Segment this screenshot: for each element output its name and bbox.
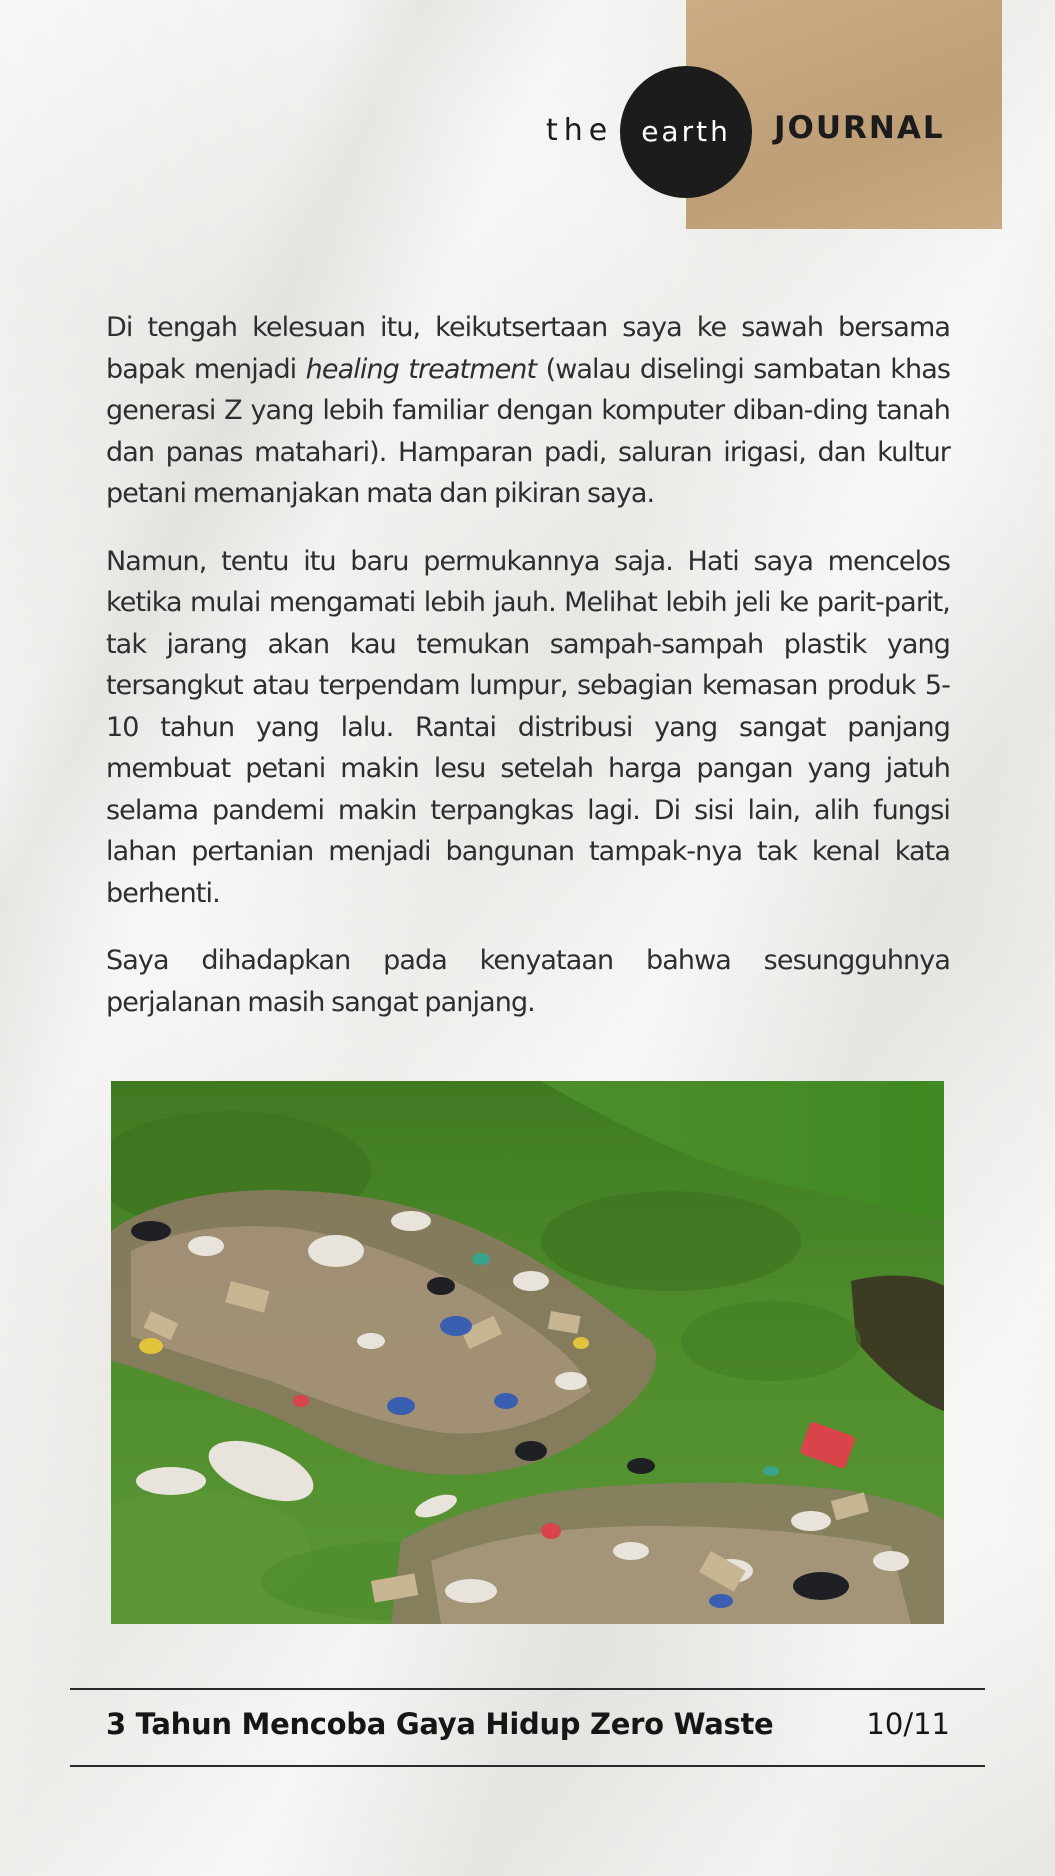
paragraph-2: Namun, tentu itu baru permukannya saja. Hati saya mencelos ketika mulai mengamati lebih jauh. Melihat lebih jeli ke parit-parit, tak jarang akan kau temukan sampah-sampah plastik yang tersangkut atau terpendam lumpur, sebagian kemasan produk 5-10 tahun yang lalu. Rantai distribusi yang sangat panjang membuat petani makin lesu setelah harga pangan yang jatuh selama pandemi makin terpangkas lagi. Di sisi lain, alih fungsi lahan pertanian menjadi bangunan tampak-nya tak kenal kata berhenti. xyxy=(106,545,950,909)
paragraph-1-text-b: (walau diselingi sambatan khas generasi Z yang lebih familiar dengan komputer diban-ding tanah dan panas matahari). Hamparan padi, saluran irigasi, dan kultur petani memanjakan mata dan pikiran saya. xyxy=(106,353,951,509)
logo-earth: earth xyxy=(641,114,731,148)
page-number: 10/11 xyxy=(866,1707,950,1741)
footer-rule-bottom xyxy=(70,1765,985,1767)
footer-rule-top xyxy=(70,1688,985,1690)
paragraph-1-text-a: Di tengah kelesuan itu, keikutsertaan saya ke sawah bersama bapak menjadi xyxy=(106,312,950,385)
paragraph-3: Saya dihadapkan pada kenyataan bahwa sesungguhnya perjalanan masih sangat panjang. xyxy=(106,945,950,1018)
paragraph-1 xyxy=(106,307,950,515)
logo-circle xyxy=(620,66,752,198)
article-body xyxy=(106,307,950,1049)
waste-photo xyxy=(111,1081,944,1624)
logo-the: the xyxy=(546,113,614,148)
footer-title: 3 Tahun Mencoba Gaya Hidup Zero Waste xyxy=(106,1707,774,1741)
paragraph-1-emphasis: healing treatment xyxy=(305,353,537,385)
logo-journal: JOURNAL xyxy=(774,110,945,146)
